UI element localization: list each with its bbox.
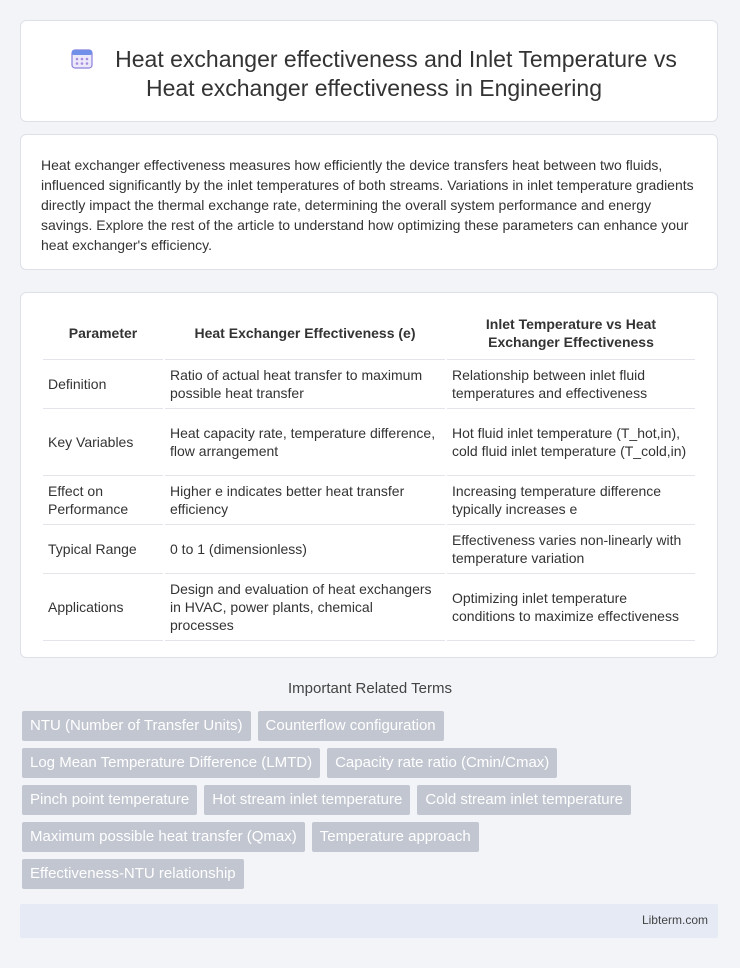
term-tag[interactable]: Log Mean Temperature Difference (LMTD)	[22, 748, 320, 778]
page-title: Heat exchanger effectiveness and Inlet Temperature vs Heat exchanger effectiveness in Engineering	[115, 46, 677, 101]
table-cell: Heat capacity rate, temperature difference, flow arrangement	[165, 409, 445, 476]
table-cell: 0 to 1 (dimensionless)	[165, 525, 445, 574]
footer-bar	[20, 904, 718, 938]
table-cell: Increasing temperature difference typically increases e	[447, 476, 695, 525]
table-cell: Hot fluid inlet temperature (T_hot,in), cold fluid inlet temperature (T_cold,in)	[447, 409, 695, 476]
table-cell: Applications	[43, 574, 163, 641]
table-row	[43, 525, 695, 574]
table-row	[43, 409, 695, 476]
intro-paragraph: Heat exchanger effectiveness measures how efficiently the device transfers heat between two fluids, influenced significantly by the inlet temperatures of both streams. Variations in inlet temperature gradients directly impact the thermal exchange rate, determining the overall system performance and energy savings. Explore the rest of the article to understand how optimizing these parameters can enhance your heat exchanger's efficiency.	[41, 157, 694, 253]
column-header: Heat Exchanger Effectiveness (e)	[165, 307, 445, 360]
term-tag[interactable]: Pinch point temperature	[22, 785, 197, 815]
related-terms-heading: Important Related Terms	[288, 680, 452, 697]
column-header: Inlet Temperature vs Heat Exchanger Effectiveness	[447, 307, 695, 360]
table-row	[43, 574, 695, 641]
table-header-row	[43, 307, 695, 360]
table-cell: Typical Range	[43, 525, 163, 574]
calendar-grid-icon	[71, 47, 93, 69]
table-cell: Design and evaluation of heat exchangers in HVAC, power plants, chemical processes	[165, 574, 445, 641]
term-tag[interactable]: Effectiveness-NTU relationship	[22, 859, 244, 889]
term-tag[interactable]: Counterflow configuration	[258, 711, 444, 741]
table-cell: Ratio of actual heat transfer to maximum possible heat transfer	[165, 360, 445, 409]
table-cell: Effect on Performance	[43, 476, 163, 525]
related-terms-list	[22, 711, 702, 889]
term-tag[interactable]: Cold stream inlet temperature	[417, 785, 631, 815]
term-tag[interactable]: Capacity rate ratio (Cmin/Cmax)	[327, 748, 557, 778]
comparison-card	[20, 292, 718, 658]
table-row	[43, 476, 695, 525]
intro-card	[20, 134, 718, 270]
table-row	[43, 360, 695, 409]
table-cell: Optimizing inlet temperature conditions to maximize effectiveness	[447, 574, 695, 641]
title-card	[20, 20, 718, 122]
page-title-wrap	[51, 45, 697, 103]
table-cell: Definition	[43, 360, 163, 409]
term-tag[interactable]: Temperature approach	[312, 822, 479, 852]
column-header: Parameter	[43, 307, 163, 360]
term-tag[interactable]: Maximum possible heat transfer (Qmax)	[22, 822, 305, 852]
footer-brand-link[interactable]: Libterm.com	[641, 913, 708, 927]
term-tag[interactable]: Hot stream inlet temperature	[204, 785, 410, 815]
table-cell: Relationship between inlet fluid temperatures and effectiveness	[447, 360, 695, 409]
table-cell: Key Variables	[43, 409, 163, 476]
table-cell: Effectiveness varies non-linearly with temperature variation	[447, 525, 695, 574]
term-tag[interactable]: NTU (Number of Transfer Units)	[22, 711, 251, 741]
comparison-table	[41, 307, 697, 641]
table-cell: Higher e indicates better heat transfer efficiency	[165, 476, 445, 525]
